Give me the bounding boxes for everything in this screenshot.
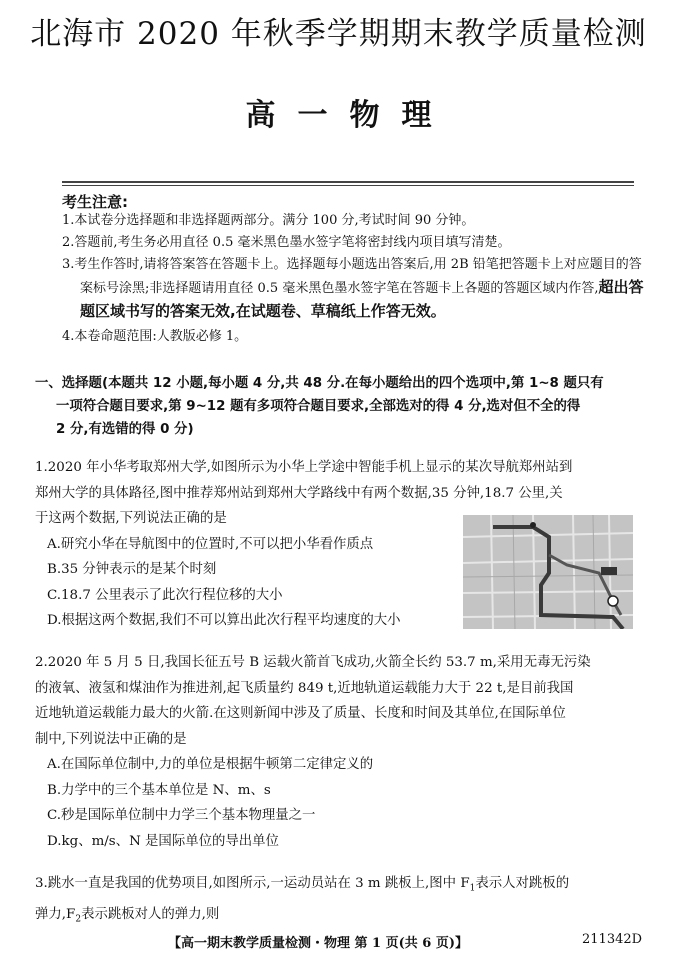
q3-stem-line-2 — [35, 902, 647, 933]
section-line-2: 一项符合题目要求,第 9~12 题有多项符合题目要求,全部选对的得 4 分,选对但不全的得 — [56, 399, 581, 414]
q3-line-1a: 3.跳水一直是我国的优势项目,如图所示,一运动员站在 3 m 跳板上,图中 F — [35, 876, 470, 891]
q2-option-c: C.秒是国际单位制中力学三个基本物理量之一 — [47, 808, 316, 823]
q1-option-a: A.研究小华在导航图中的位置时,不可以把小华看作质点 — [47, 536, 374, 552]
note-item-4: 4.本卷命题范围:人教版必修 1。 — [62, 329, 248, 344]
notes-list — [62, 210, 644, 348]
section-choice-heading — [35, 372, 645, 441]
q1-stem-line-2: 郑州大学的具体路径,图中推荐郑州站到郑州大学路线中有两个数据,35 分钟,18.7 公里,关 — [35, 485, 563, 501]
note-item-2: 2.答题前,考生务必用直径 0.5 毫米黑色墨水签字笔将密封线内项目填写清楚。 — [62, 235, 511, 250]
exam-subject: 高一物理 — [245, 98, 454, 133]
q3-sub-1: 1 — [469, 883, 476, 894]
end-marker — [608, 596, 618, 606]
q3-sub-2: 2 — [75, 914, 82, 925]
notes-heading: 考生注意: — [62, 193, 128, 211]
note-item-3-text: 3.考生作答时,请将答案答在答题卡上。选择题每小题选出答案后,用 2B 铅笔把答题卡上对应题目的答案标号涂黑;非选择题请用直径 0.5 毫米黑色墨水签字笔在答题卡上各题的答题区域内作答, — [62, 257, 642, 296]
q3-stem-line-1 — [35, 871, 647, 902]
header-divider — [62, 181, 634, 183]
question-2 — [35, 650, 647, 854]
q2-option-a: A.在国际单位制中,力的单位是根据牛顿第二定律定义的 — [47, 757, 374, 772]
q1-stem-line-1: 1.2020 年小华考取郑州大学,如图所示为小华上学途中智能手机上显示的某次导航郑州站到 — [35, 460, 573, 475]
q2-option-d: D.kg、m/s、N 是国际单位的导出单位 — [47, 833, 279, 849]
question-3 — [35, 871, 647, 933]
q3-line-1b: 表示人对跳板的 — [475, 876, 570, 891]
q1-option-c: C.18.7 公里表示了此次行程位移的大小 — [47, 587, 283, 603]
section-line-3: 2 分,有选错的得 0 分) — [56, 422, 194, 437]
q1-stem-line-3: 于这两个数据,下列说法正确的是 — [35, 511, 227, 526]
q2-option-b: B.力学中的三个基本单位是 N、m、s — [47, 782, 271, 798]
q2-stem-line-1: 2.2020 年 5 月 5 日,我国长征五号 B 运载火箭首飞成功,火箭全长约 53.7 m,采用无毒无污染 — [35, 655, 591, 670]
q1-option-b: B.35 分钟表示的是某个时刻 — [47, 562, 217, 577]
note-item-3-bold: 超出答题区域书写的答案无效,在试题卷、草稿纸上作答无效。 — [80, 278, 644, 320]
exam-title: 北海市 2020 年秋季学期期末教学质量检测 — [30, 16, 647, 52]
q1-option-d: D.根据这两个数据,我们不可以算出此次行程平均速度的大小 — [47, 613, 401, 628]
header-divider-thin — [62, 185, 634, 186]
q2-stem-line-2: 的液氧、液氢和煤油作为推进剂,起飞质量约 849 t,近地轨道运载能力大于 22 t,是目前我国 — [35, 680, 574, 696]
note-item-1: 1.本试卷分选择题和非选择题两部分。满分 100 分,考试时间 90 分钟。 — [62, 213, 475, 228]
q3-line-2a: 弹力,F — [35, 907, 76, 923]
section-line-1: 一、选择题(本题共 12 小题,每小题 4 分,共 48 分.在每小题给出的四个选项中,第 1~8 题只有 — [35, 376, 604, 391]
note-item-3 — [62, 254, 644, 324]
map-drawing — [463, 515, 633, 629]
start-marker — [530, 522, 536, 528]
footer-title: 【高一期末教学质量检测・物理 第 1 页(共 6 页)】 — [168, 936, 469, 951]
map-label-box — [601, 567, 617, 575]
q2-stem-line-3: 近地轨道运载能力最大的火箭.在这则新闻中涉及了质量、长度和时间及其单位,在国际单位 — [35, 706, 566, 721]
navigation-map-image — [463, 515, 633, 629]
q2-stem-line-4: 制中,下列说法中正确的是 — [35, 731, 187, 747]
footer-code: 211342D — [582, 932, 643, 947]
q3-line-2b: 表示跳板对人的弹力,则 — [81, 907, 220, 923]
